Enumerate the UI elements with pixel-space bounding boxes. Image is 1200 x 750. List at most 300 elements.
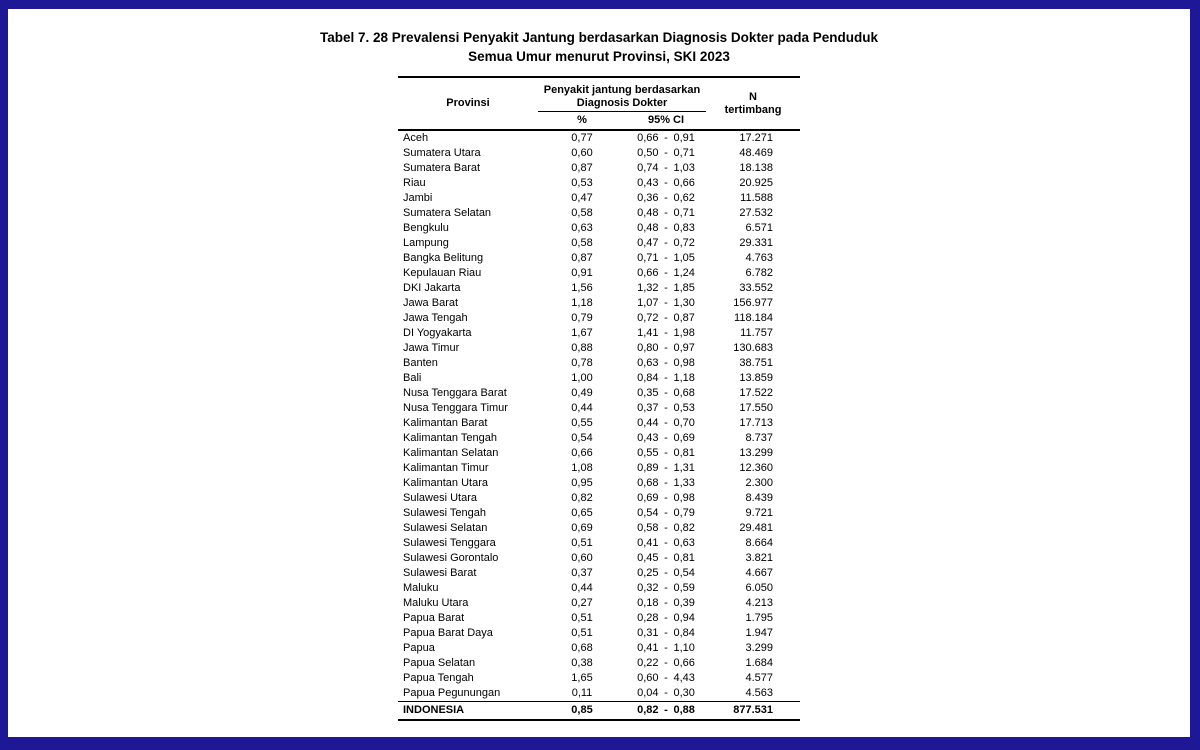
percent-cell: 0,82 <box>571 492 593 504</box>
ci-dash: - <box>664 162 668 174</box>
percent-cell: 0,63 <box>571 222 593 234</box>
table-row <box>398 521 800 536</box>
table-row <box>398 656 800 671</box>
ci-cell <box>626 446 706 461</box>
table-row <box>398 146 800 161</box>
ci-low: 0,63 <box>637 357 659 369</box>
percent-cell: 0,44 <box>571 402 593 414</box>
header-diagnosis-group <box>538 77 706 112</box>
ci-cell <box>626 296 706 311</box>
percent-cell: 0,87 <box>571 162 593 174</box>
ci-cell <box>626 566 706 581</box>
table-row <box>398 281 800 296</box>
province-cell: Sulawesi Gorontalo <box>403 552 499 564</box>
ci-low: 0,31 <box>637 627 659 639</box>
n-cell: 11.588 <box>740 192 773 204</box>
total-ci-high: 0,88 <box>673 704 695 716</box>
table-row <box>398 566 800 581</box>
ci-dash: - <box>664 207 668 219</box>
ci-cell <box>626 626 706 641</box>
province-cell: Kalimantan Selatan <box>403 447 499 459</box>
ci-high: 0,68 <box>673 387 695 399</box>
table-row <box>398 251 800 266</box>
ci-dash: - <box>664 267 668 279</box>
province-cell: Jawa Tengah <box>403 312 468 324</box>
percent-cell: 0,87 <box>571 252 593 264</box>
table-row <box>398 371 800 386</box>
percent-cell: 1,18 <box>571 297 593 309</box>
header-province: Provinsi <box>398 77 538 130</box>
ci-cell <box>626 206 706 221</box>
n-cell: 17.550 <box>739 402 773 414</box>
ci-dash: - <box>664 642 668 654</box>
n-cell: 1.684 <box>745 657 773 669</box>
province-cell: Kepulauan Riau <box>403 267 482 279</box>
ci-cell <box>626 311 706 326</box>
percent-cell: 0,51 <box>571 627 593 639</box>
ci-high: 1,98 <box>673 327 695 339</box>
header-n-line1: N <box>749 90 757 103</box>
percent-cell: 0,58 <box>571 207 593 219</box>
ci-low: 0,32 <box>637 582 659 594</box>
table-row <box>398 176 800 191</box>
ci-cell <box>626 176 706 191</box>
ci-dash: - <box>664 402 668 414</box>
ci-cell <box>626 266 706 281</box>
ci-high: 1,85 <box>673 282 695 294</box>
ci-cell <box>626 356 706 371</box>
table-row <box>398 596 800 611</box>
total-ci-low: 0,82 <box>637 704 659 716</box>
province-cell: Papua Selatan <box>403 657 476 669</box>
ci-high: 0,63 <box>673 537 695 549</box>
n-cell: 3.299 <box>745 642 773 654</box>
n-cell: 1.795 <box>745 612 773 624</box>
percent-cell: 0,95 <box>571 477 593 489</box>
n-cell: 18.138 <box>739 162 773 174</box>
total-percent-cell: 0,85 <box>538 702 626 721</box>
ci-dash: - <box>664 582 668 594</box>
ci-dash: - <box>664 552 668 564</box>
ci-low: 0,74 <box>637 162 659 174</box>
n-cell: 38.751 <box>739 357 773 369</box>
ci-high: 1,05 <box>673 252 695 264</box>
ci-cell <box>626 161 706 176</box>
ci-dash: - <box>664 357 668 369</box>
ci-dash: - <box>664 282 668 294</box>
ci-dash: - <box>664 657 668 669</box>
ci-cell <box>626 401 706 416</box>
n-cell: 118.184 <box>734 312 773 324</box>
ci-high: 4,43 <box>673 672 695 684</box>
table-row <box>398 536 800 551</box>
ci-dash: - <box>664 522 668 534</box>
province-cell: Nusa Tenggara Barat <box>403 387 507 399</box>
ci-high: 0,69 <box>673 432 695 444</box>
n-cell: 13.859 <box>739 372 773 384</box>
ci-low: 1,41 <box>637 327 659 339</box>
ci-low: 0,71 <box>637 252 659 264</box>
table-row <box>398 191 800 206</box>
percent-cell: 0,53 <box>571 177 593 189</box>
ci-cell <box>626 461 706 476</box>
n-cell: 20.925 <box>739 177 773 189</box>
n-cell: 9.721 <box>745 507 773 519</box>
ci-cell <box>626 656 706 671</box>
percent-cell: 0,37 <box>571 567 593 579</box>
percent-cell: 0,60 <box>571 147 593 159</box>
ci-cell <box>626 551 706 566</box>
ci-dash: - <box>664 222 668 234</box>
ci-dash: - <box>664 432 668 444</box>
ci-low: 0,69 <box>637 492 659 504</box>
n-cell: 13.299 <box>739 447 773 459</box>
province-cell: Papua Pegunungan <box>403 687 501 699</box>
ci-dash: - <box>664 252 668 264</box>
province-cell: DKI Jakarta <box>403 282 461 294</box>
total-row <box>398 702 800 721</box>
province-cell: Jawa Barat <box>403 297 459 309</box>
table-row <box>398 686 800 702</box>
table-row <box>398 476 800 491</box>
ci-cell <box>626 326 706 341</box>
ci-dash: - <box>664 417 668 429</box>
percent-cell: 1,00 <box>571 372 593 384</box>
n-cell: 3.821 <box>745 552 773 564</box>
ci-low: 0,41 <box>637 642 659 654</box>
percent-cell: 0,44 <box>571 582 593 594</box>
ci-dash: - <box>664 327 668 339</box>
ci-low: 0,43 <box>637 177 659 189</box>
province-cell: Aceh <box>403 132 429 144</box>
total-ci-cell <box>626 702 706 721</box>
table-row <box>398 266 800 281</box>
n-cell: 29.331 <box>739 237 773 249</box>
table-row <box>398 296 800 311</box>
ci-low: 0,54 <box>637 507 659 519</box>
table-row <box>398 551 800 566</box>
ci-low: 0,55 <box>637 447 659 459</box>
ci-dash: - <box>664 507 668 519</box>
ci-dash: - <box>664 447 668 459</box>
ci-high: 0,71 <box>673 147 695 159</box>
ci-high: 0,53 <box>673 402 695 414</box>
page-title-line1: Tabel 7. 28 Prevalensi Penyakit Jantung berdasarkan Diagnosis Dokter pada Penduduk <box>320 30 878 45</box>
percent-cell: 0,88 <box>571 342 593 354</box>
total-n-cell: 877.531 <box>706 702 800 721</box>
percent-cell: 0,69 <box>571 522 593 534</box>
ci-high: 1,24 <box>673 267 695 279</box>
table-row <box>398 221 800 236</box>
table-footer <box>398 702 800 721</box>
percent-cell: 0,91 <box>571 267 593 279</box>
ci-cell <box>626 431 706 446</box>
n-cell: 6.571 <box>745 222 773 234</box>
ci-high: 1,30 <box>673 297 695 309</box>
n-cell: 6.782 <box>745 267 773 279</box>
ci-high: 0,79 <box>673 507 695 519</box>
header-diagnosis-group-line1: Penyakit jantung berdasarkan <box>543 84 701 96</box>
percent-cell: 1,08 <box>571 462 593 474</box>
province-cell: Papua Barat <box>403 612 465 624</box>
ci-high: 0,87 <box>673 312 695 324</box>
table-row <box>398 130 800 146</box>
province-cell: Bangka Belitung <box>403 252 484 264</box>
percent-cell: 0,68 <box>571 642 593 654</box>
ci-dash: - <box>664 177 668 189</box>
percent-cell: 0,66 <box>571 447 593 459</box>
ci-high: 1,03 <box>673 162 695 174</box>
percent-cell: 0,38 <box>571 657 593 669</box>
ci-cell <box>626 146 706 161</box>
ci-low: 0,25 <box>637 567 659 579</box>
percent-cell: 0,51 <box>571 537 593 549</box>
n-cell: 2.300 <box>745 477 773 489</box>
ci-dash: - <box>664 387 668 399</box>
header-n-weighted <box>706 77 800 130</box>
ci-dash: - <box>664 147 668 159</box>
ci-low: 0,66 <box>637 132 659 144</box>
n-cell: 4.577 <box>745 672 773 684</box>
province-cell: Sumatera Utara <box>403 147 481 159</box>
province-cell: Kalimantan Utara <box>403 477 488 489</box>
table-row <box>398 236 800 251</box>
province-cell: Nusa Tenggara Timur <box>403 402 508 414</box>
ci-high: 0,39 <box>673 597 695 609</box>
header-percent: % <box>538 112 626 131</box>
ci-cell <box>626 641 706 656</box>
table-row <box>398 641 800 656</box>
ci-cell <box>626 221 706 236</box>
n-cell: 156.977 <box>733 297 773 309</box>
ci-high: 0,98 <box>673 357 695 369</box>
percent-cell: 1,65 <box>571 672 593 684</box>
province-cell: Papua <box>403 642 435 654</box>
province-cell: Papua Barat Daya <box>403 627 493 639</box>
percent-cell: 0,54 <box>571 432 593 444</box>
province-cell: Kalimantan Tengah <box>403 432 497 444</box>
ci-cell <box>626 281 706 296</box>
table-row <box>398 611 800 626</box>
percent-cell: 1,56 <box>571 282 593 294</box>
percent-cell: 0,51 <box>571 612 593 624</box>
prevalence-table <box>398 76 800 721</box>
table-body <box>398 130 800 702</box>
prevalence-table-wrap <box>398 76 800 721</box>
ci-high: 0,30 <box>673 687 695 699</box>
ci-high: 1,33 <box>673 477 695 489</box>
ci-dash: - <box>664 567 668 579</box>
ci-cell <box>626 506 706 521</box>
table-row <box>398 446 800 461</box>
percent-cell: 0,55 <box>571 417 593 429</box>
ci-cell <box>626 581 706 596</box>
total-ci-dash: - <box>664 704 668 716</box>
table-row <box>398 161 800 176</box>
ci-cell <box>626 596 706 611</box>
ci-cell <box>626 386 706 401</box>
ci-high: 0,72 <box>673 237 695 249</box>
ci-cell <box>626 521 706 536</box>
ci-cell <box>626 536 706 551</box>
percent-cell: 0,79 <box>571 312 593 324</box>
province-cell: Maluku Utara <box>403 597 469 609</box>
province-cell: Riau <box>403 177 426 189</box>
ci-cell <box>626 671 706 686</box>
ci-dash: - <box>664 492 668 504</box>
n-cell: 27.532 <box>739 207 773 219</box>
n-cell: 48.469 <box>739 147 773 159</box>
ci-high: 0,66 <box>673 657 695 669</box>
ci-high: 0,70 <box>673 417 695 429</box>
ci-dash: - <box>664 537 668 549</box>
ci-high: 0,94 <box>673 612 695 624</box>
province-cell: Sulawesi Tengah <box>403 507 486 519</box>
province-cell: Jawa Timur <box>403 342 460 354</box>
province-cell: Sulawesi Tenggara <box>403 537 496 549</box>
ci-low: 0,35 <box>637 387 659 399</box>
ci-low: 0,72 <box>637 312 659 324</box>
table-row <box>398 431 800 446</box>
ci-high: 0,62 <box>673 192 695 204</box>
ci-low: 0,89 <box>637 462 659 474</box>
ci-high: 0,82 <box>673 522 695 534</box>
page-title <box>8 28 1190 66</box>
table-row <box>398 341 800 356</box>
ci-cell <box>626 416 706 431</box>
table-header <box>398 77 800 130</box>
ci-high: 1,10 <box>673 642 695 654</box>
ci-cell <box>626 611 706 626</box>
table-row <box>398 311 800 326</box>
province-cell: Maluku <box>403 582 439 594</box>
ci-low: 0,68 <box>637 477 659 489</box>
ci-low: 1,07 <box>637 297 659 309</box>
ci-cell <box>626 491 706 506</box>
ci-cell <box>626 130 706 146</box>
n-cell: 1.947 <box>745 627 773 639</box>
ci-low: 0,04 <box>637 687 659 699</box>
ci-low: 0,43 <box>637 432 659 444</box>
ci-high: 0,83 <box>673 222 695 234</box>
ci-low: 0,48 <box>637 222 659 234</box>
percent-cell: 0,58 <box>571 237 593 249</box>
ci-low: 0,60 <box>637 672 659 684</box>
ci-high: 0,81 <box>673 552 695 564</box>
ci-high: 1,18 <box>673 372 695 384</box>
ci-high: 0,91 <box>673 132 695 144</box>
province-cell: Sulawesi Utara <box>403 492 477 504</box>
n-cell: 4.563 <box>745 687 773 699</box>
table-row <box>398 206 800 221</box>
n-cell: 4.763 <box>745 252 773 264</box>
province-cell: Papua Tengah <box>403 672 474 684</box>
ci-low: 0,66 <box>637 267 659 279</box>
ci-high: 0,97 <box>673 342 695 354</box>
ci-low: 0,80 <box>637 342 659 354</box>
ci-low: 0,47 <box>637 237 659 249</box>
table-row <box>398 461 800 476</box>
ci-low: 0,36 <box>637 192 659 204</box>
ci-cell <box>626 191 706 206</box>
n-cell: 4.213 <box>745 597 773 609</box>
percent-cell: 0,60 <box>571 552 593 564</box>
n-cell: 29.481 <box>739 522 773 534</box>
ci-dash: - <box>664 342 668 354</box>
n-cell: 11.757 <box>740 327 773 339</box>
ci-dash: - <box>664 132 668 144</box>
ci-cell <box>626 251 706 266</box>
n-cell: 8.664 <box>745 537 773 549</box>
ci-low: 0,50 <box>637 147 659 159</box>
table-row <box>398 386 800 401</box>
n-cell: 33.552 <box>739 282 773 294</box>
table-row <box>398 491 800 506</box>
ci-cell <box>626 686 706 702</box>
ci-low: 0,58 <box>637 522 659 534</box>
ci-high: 0,84 <box>673 627 695 639</box>
header-ci: 95% CI <box>626 112 706 131</box>
ci-low: 0,28 <box>637 612 659 624</box>
percent-cell: 1,67 <box>571 327 593 339</box>
ci-cell <box>626 476 706 491</box>
province-cell: Kalimantan Barat <box>403 417 488 429</box>
province-cell: Kalimantan Timur <box>403 462 489 474</box>
table-row <box>398 356 800 371</box>
percent-cell: 0,47 <box>571 192 593 204</box>
page-title-line2: Semua Umur menurut Provinsi, SKI 2023 <box>468 49 730 64</box>
n-cell: 8.737 <box>745 432 773 444</box>
ci-dash: - <box>664 612 668 624</box>
ci-dash: - <box>664 477 668 489</box>
ci-low: 1,32 <box>637 282 659 294</box>
province-cell: Sulawesi Selatan <box>403 522 488 534</box>
percent-cell: 0,27 <box>571 597 593 609</box>
province-cell: DI Yogyakarta <box>403 327 472 339</box>
province-cell: Banten <box>403 357 438 369</box>
n-cell: 4.667 <box>745 567 773 579</box>
n-cell: 17.522 <box>739 387 773 399</box>
ci-dash: - <box>664 312 668 324</box>
province-cell: Bali <box>403 372 422 384</box>
header-diagnosis-group-line2: Diagnosis Dokter <box>576 97 668 109</box>
ci-high: 1,31 <box>673 462 695 474</box>
province-cell: Jambi <box>403 192 433 204</box>
table-row <box>398 581 800 596</box>
percent-cell: 0,78 <box>571 357 593 369</box>
ci-low: 0,84 <box>637 372 659 384</box>
ci-dash: - <box>664 297 668 309</box>
total-province-cell: INDONESIA <box>398 702 538 721</box>
ci-dash: - <box>664 672 668 684</box>
n-cell: 12.360 <box>739 462 773 474</box>
ci-high: 0,81 <box>673 447 695 459</box>
n-cell: 17.713 <box>739 417 773 429</box>
ci-low: 0,48 <box>637 207 659 219</box>
table-row <box>398 506 800 521</box>
ci-dash: - <box>664 597 668 609</box>
ci-low: 0,37 <box>637 402 659 414</box>
percent-cell: 0,49 <box>571 387 593 399</box>
ci-dash: - <box>664 627 668 639</box>
ci-high: 0,71 <box>673 207 695 219</box>
province-cell: Sulawesi Barat <box>403 567 477 579</box>
percent-cell: 0,65 <box>571 507 593 519</box>
ci-cell <box>626 341 706 356</box>
table-row <box>398 671 800 686</box>
percent-cell: 0,11 <box>571 687 593 699</box>
ci-dash: - <box>664 687 668 699</box>
